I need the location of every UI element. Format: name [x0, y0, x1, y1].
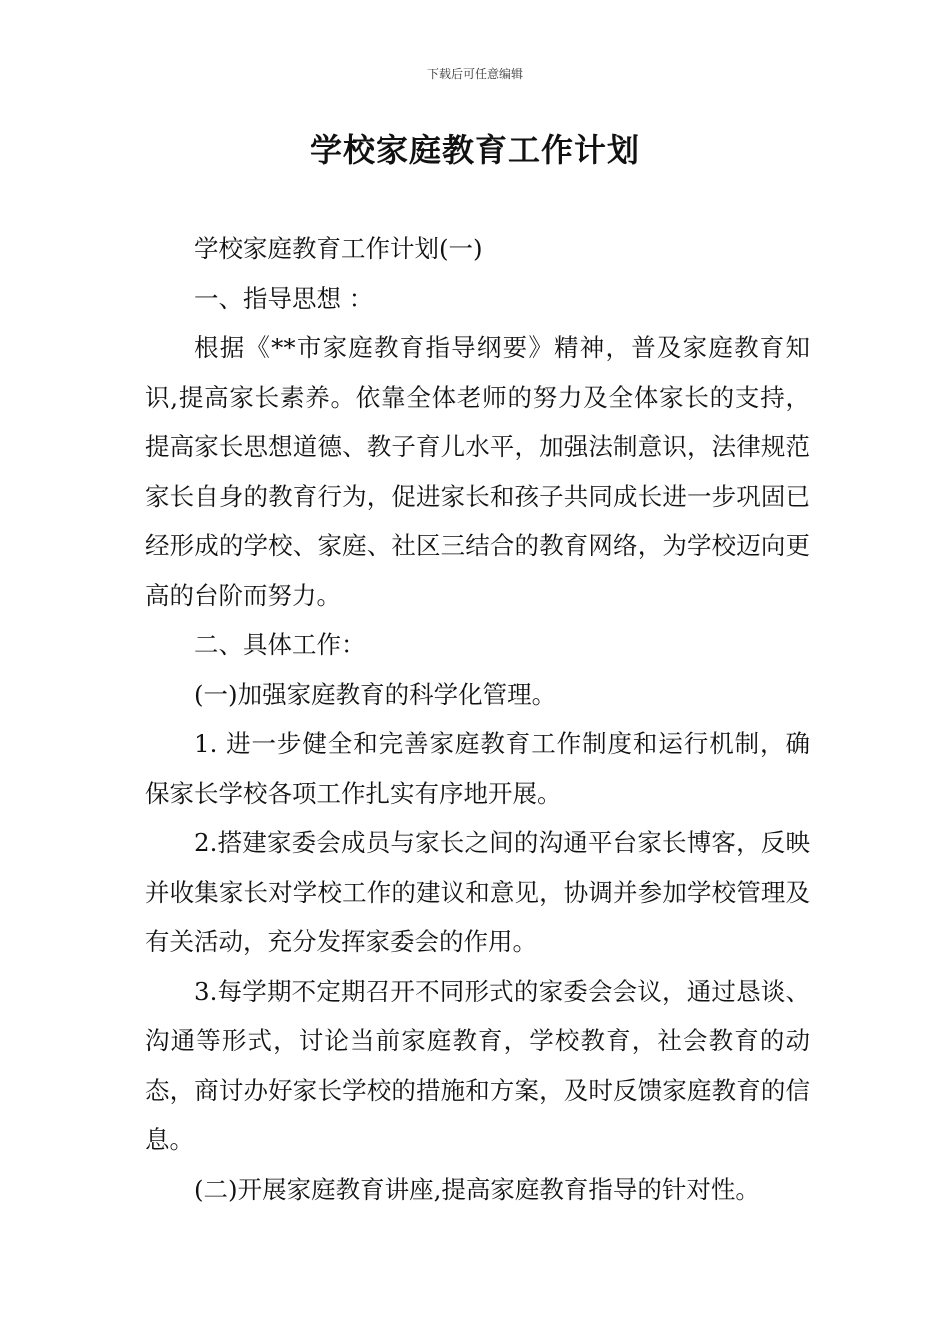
paragraph-subheading: (二)开展家庭教育讲座,提高家庭教育指导的针对性。 — [194, 1174, 760, 1204]
paragraph-subtitle: 学校家庭教育工作计划(一) — [194, 234, 483, 263]
document-body — [145, 224, 810, 1214]
paragraph-list-item: 2.搭建家委会成员与家长之间的沟通平台家长博客，反映并收集家长对学校工作的建议和意见，协调并参加学校管理及有关活动，充分发挥家委会的作用。 — [145, 828, 810, 956]
paragraph-heading-specific-work: 二、具体工作： — [194, 630, 366, 659]
document-title: 学校家庭教育工作计划 — [309, 131, 640, 169]
paragraph-list-item: 3.每学期不定期召开不同形式的家委会会议，通过恳谈、沟通等形式，讨论当前家庭教育，学校教育，社会教育的动态，商讨办好家长学校的措施和方案，及时反馈家庭教育的信息。 — [145, 976, 810, 1154]
paragraph-subheading: (一)加强家庭教育的科学化管理。 — [194, 679, 557, 709]
paragraph-heading-guiding-ideology: 一、指导思想 ： — [194, 283, 374, 313]
header-note: 下载后可任意编辑 — [426, 67, 523, 81]
paragraph: 根据《**市家庭教育指导纲要》精神，普及家庭教育知识,提高家长素养。依靠全体老师的努力及全体家长的支持，提高家长思想道德、教子育儿水平，加强法制意识，法律规范家长自身的教育行为，促进家长和孩子共同成长进一步巩固已经形成的学校、家庭、社区三结合的教育网络，为学校迈向更高的台阶而努力。 — [145, 333, 810, 610]
paragraph-list-item: 1. 进一步健全和完善家庭教育工作制度和运行机制，确保家长学校各项工作扎实有序地开展。 — [145, 729, 810, 808]
